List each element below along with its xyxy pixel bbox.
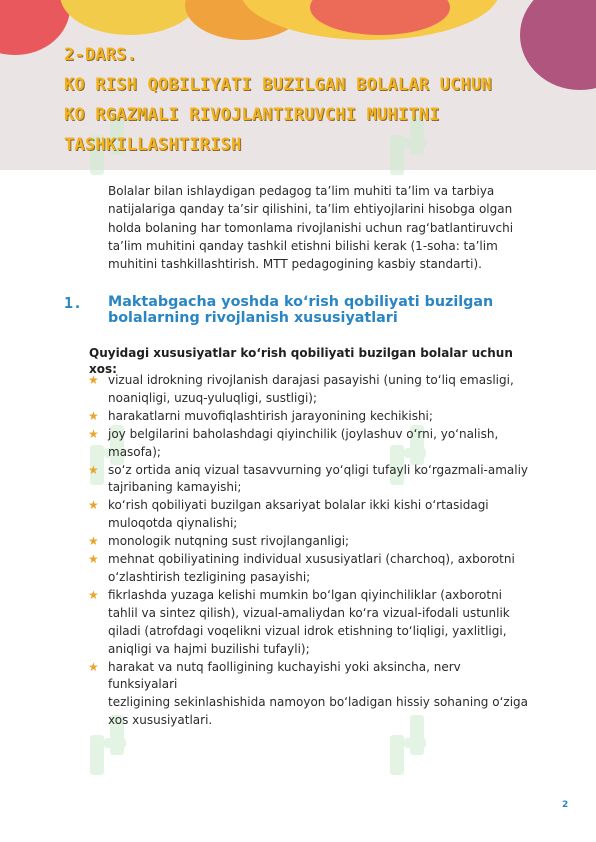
page-number: 2 xyxy=(562,800,569,810)
list-item xyxy=(88,426,530,462)
star-icon: ★ xyxy=(88,498,99,513)
list-item-line: tezligining sekinlashishida namoyon bo‘ladigan hissiy sohaning o‘ziga xyxy=(108,695,528,710)
list-item xyxy=(88,497,530,533)
star-icon: ★ xyxy=(88,373,99,387)
list-item xyxy=(88,372,530,408)
list-item-line: xos xususiyatlari. xyxy=(108,713,213,728)
star-icon: ★ xyxy=(88,426,99,441)
section-heading-line: bolalarning rivojlanish xususiyatlari xyxy=(108,310,398,326)
decorative-blob xyxy=(0,0,70,55)
list-item-line: tajribaning kamayishi; xyxy=(108,480,242,495)
list-item-line: tahlil va sintez qilish), vizual-amaliydan ko‘ra vizual-ifodali ustunlik xyxy=(108,605,510,620)
list-item-line: ko‘rish qobiliyati buzilgan aksariyat bolalar ikki kishi o‘rtasidagi xyxy=(108,498,489,513)
list-item-line: joy belgilarini baholashdagi qiyinchilik (joylashuv o‘rni, yo‘nalish, xyxy=(108,426,499,441)
section-heading xyxy=(108,294,528,326)
list-item-line: aniqligi va hajmi buzilishi tufayli); xyxy=(108,641,310,656)
section-heading-line: Maktabgacha yoshda ko‘rish qobiliyati buzilgan xyxy=(108,294,494,310)
list-item-line: harakat va nutq faolligining kuchayishi yoki aksincha, nerv funksiyalari xyxy=(108,659,461,692)
list-item-line: qiladi (atrofdagi voqelikni vizual idrok etishning to‘liqligi, yaxlitligi, xyxy=(108,623,507,638)
star-icon: ★ xyxy=(88,659,99,674)
decorative-blob xyxy=(60,0,200,35)
list-item xyxy=(88,462,530,498)
list-item xyxy=(88,551,530,587)
intro-paragraph xyxy=(108,182,528,273)
list-item xyxy=(88,659,530,731)
features-list xyxy=(88,372,530,730)
intro-line: muhitini tashkillashtirish. MTT pedagogining kasbiy standarti). xyxy=(108,257,482,272)
list-lead-text: Quyidagi xususiyatlar ko‘rish qobiliyati buzilgan bolalar uchun xos: xyxy=(89,346,513,376)
list-item-line: muloqotda qiynalishi; xyxy=(108,516,238,531)
intro-line: Bolalar bilan ishlaydigan pedagog ta’lim muhiti ta’lim va tarbiya xyxy=(108,184,495,198)
lesson-title-line: KO RGAZMALI RIVOJLANTIRUVCHI MUHITNI xyxy=(64,105,440,125)
star-icon: ★ xyxy=(88,552,99,567)
list-item xyxy=(88,587,530,659)
section-number: 1. xyxy=(64,294,83,312)
list-item-line: o‘zlashtirish tezligining pasayishi; xyxy=(108,569,311,584)
star-icon: ★ xyxy=(88,534,99,549)
intro-line: natijalariga qanday ta’sir qilishini, ta’lim ehtiyojlarini hisobga olgan xyxy=(108,202,513,217)
lesson-title-line: TASHKILLASHTIRISH xyxy=(64,135,242,155)
intro-line: holda bolaning har tomonlama rivojlanishi uchun rag‘batlantiruvchi xyxy=(108,220,514,235)
list-item xyxy=(88,408,530,426)
list-item-line: vizual idrokning rivojlanish darajasi pasayishi (uning to‘liq emasligi, xyxy=(108,373,514,387)
star-icon: ★ xyxy=(88,462,99,477)
list-item xyxy=(88,533,530,551)
list-item-line: fikrlashda yuzaga kelishi mumkin bo‘lgan qiyinchiliklar (axborotni xyxy=(108,587,503,602)
list-item-line: monologik nutqning sust rivojlanganligi; xyxy=(108,534,350,549)
intro-line: ta’lim muhitini qanday tashkil etishni bilishi kerak (1-soha: ta’lim xyxy=(108,238,498,253)
list-item-line: mehnat qobiliyatining individual xususiyatlari (charchoq), axborotni xyxy=(108,552,515,567)
list-item-line: harakatlarni muvofiqlashtirish jarayonining kechikishi; xyxy=(108,408,433,423)
list-item-line: masofa); xyxy=(108,444,161,459)
list-item-line: so‘z ortida aniq vizual tasavvurning yo‘qligi tufayli ko‘rgazmali-amaliy xyxy=(108,462,529,477)
star-icon: ★ xyxy=(88,408,99,423)
star-icon: ★ xyxy=(88,587,99,602)
lesson-title-line: KO RISH QOBILIYATI BUZILGAN BOLALAR UCHUN xyxy=(64,75,492,95)
list-item-line: noaniqligi, uzuq-yuluqligi, sustligi); xyxy=(108,390,318,405)
lesson-title-line: 2-DARS. xyxy=(64,45,138,65)
lesson-title xyxy=(64,40,544,160)
